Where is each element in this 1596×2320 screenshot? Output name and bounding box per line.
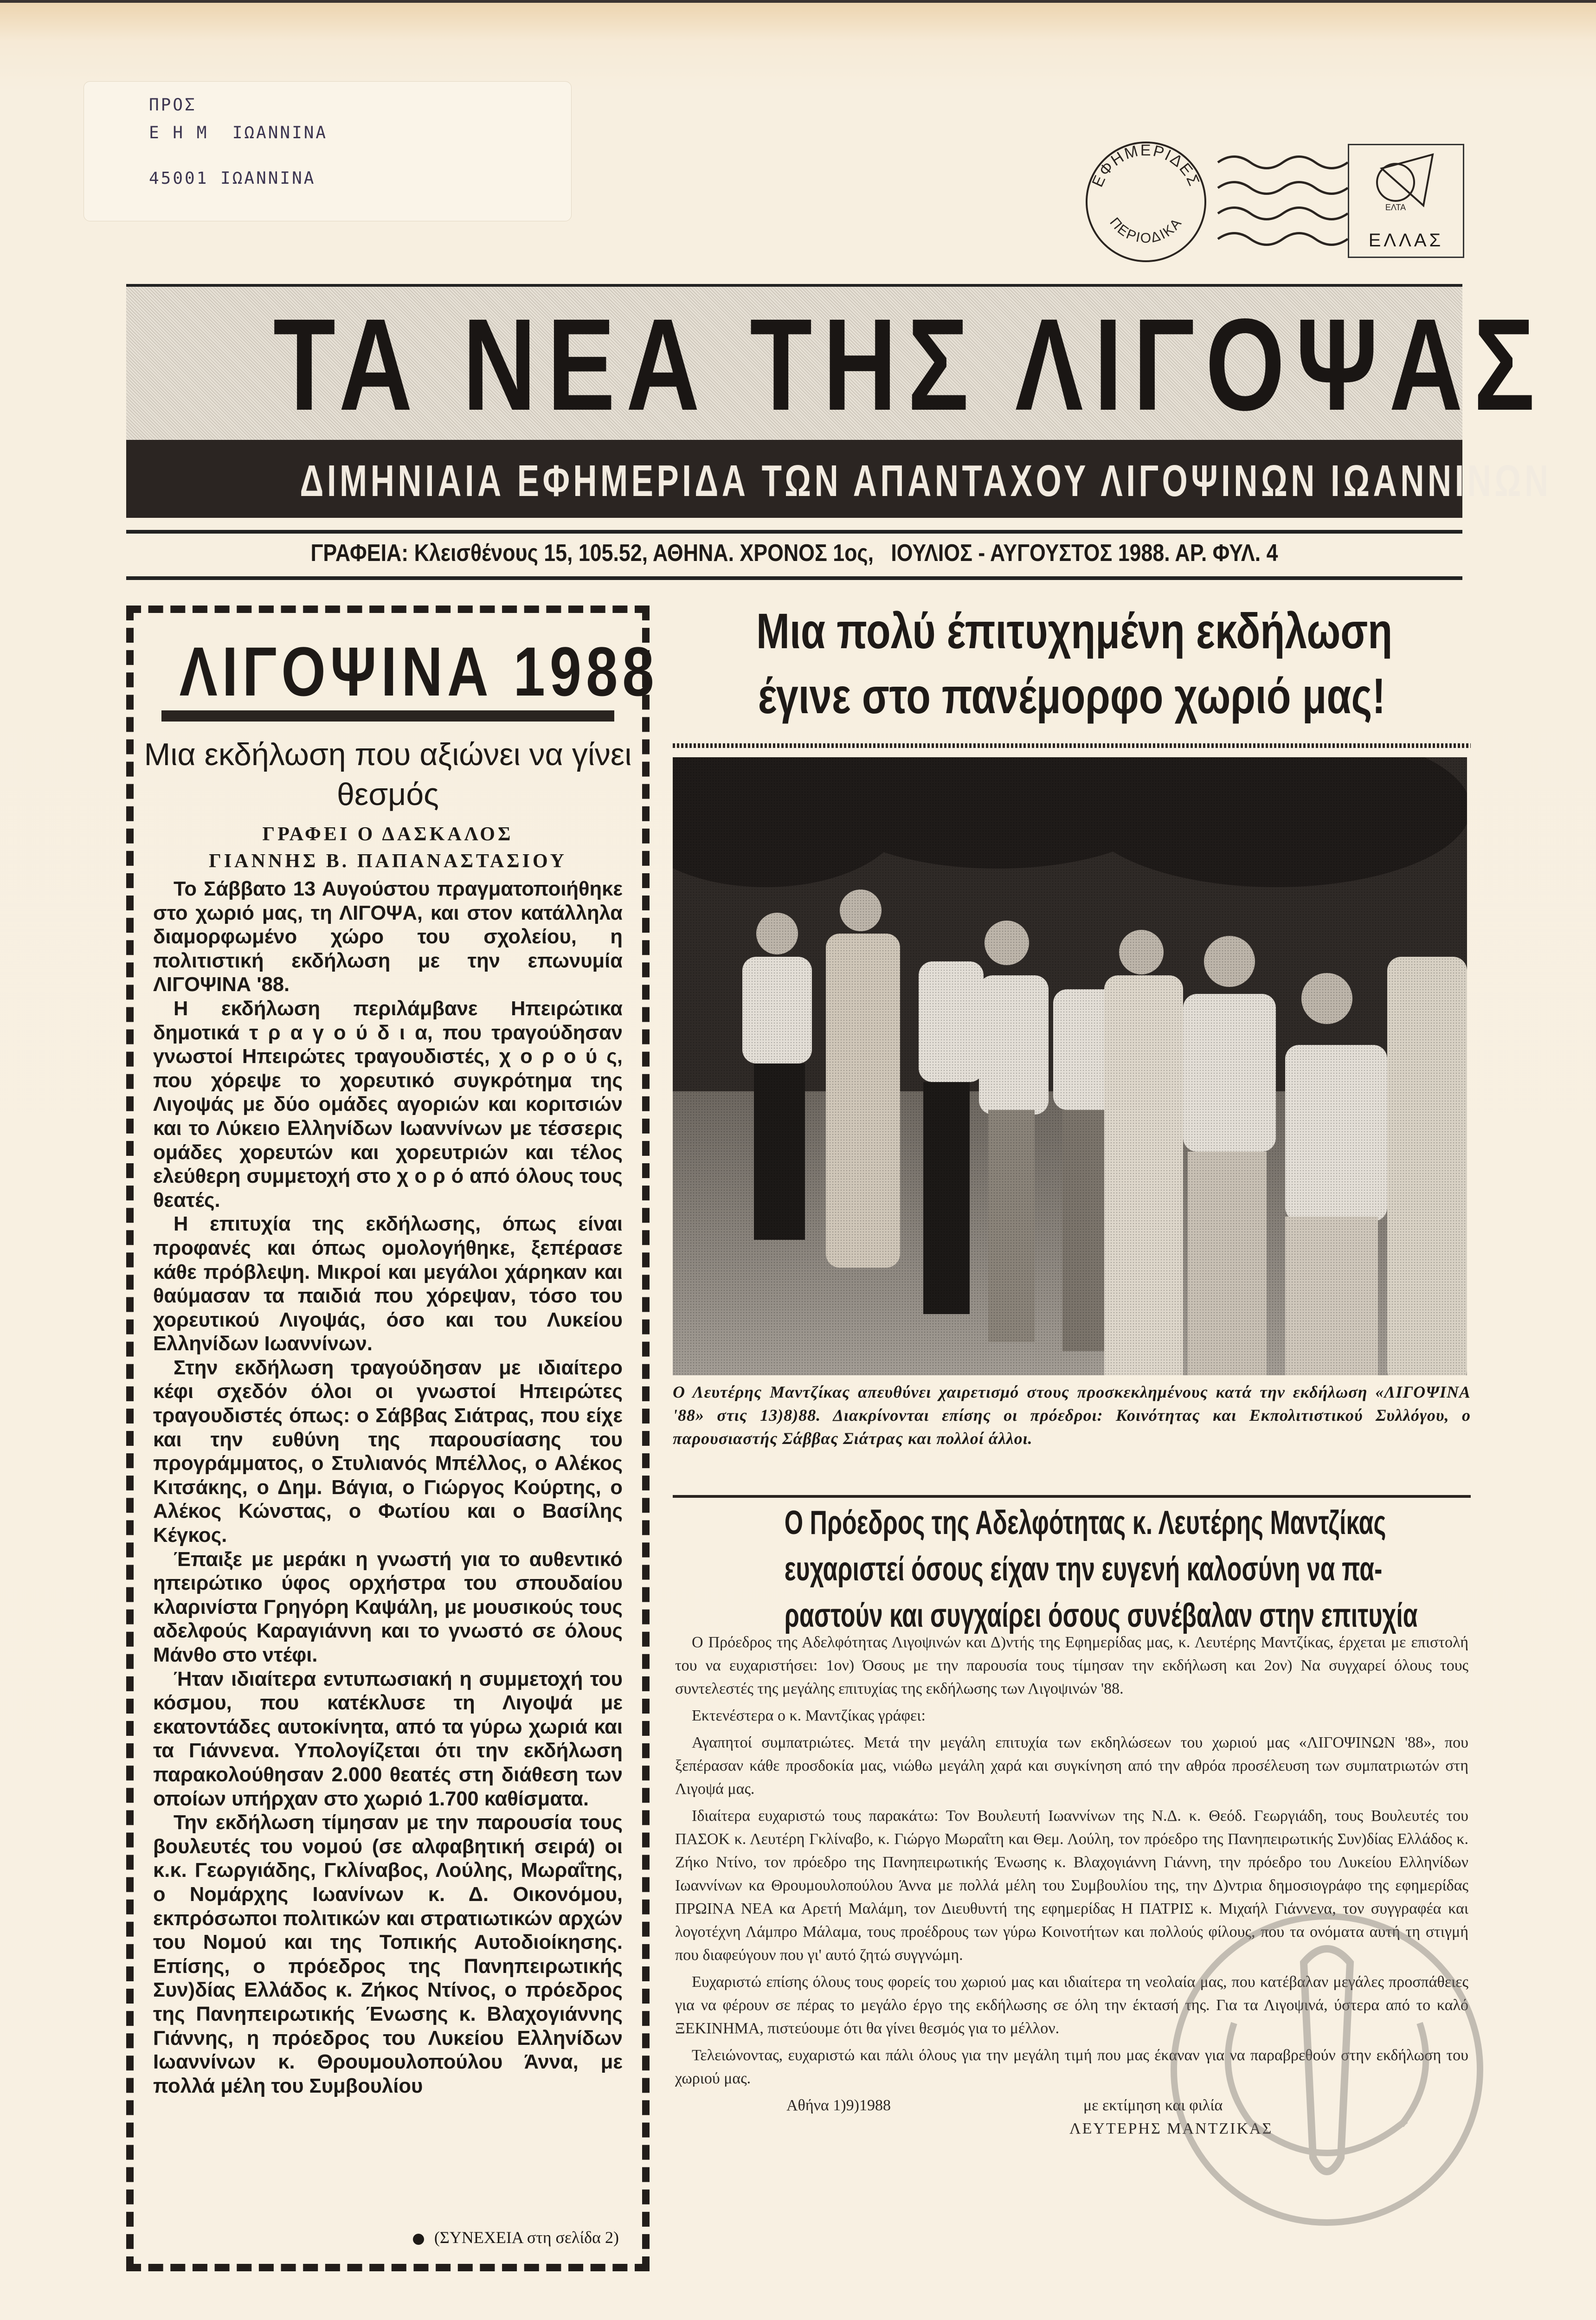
address-line-1: ΠΡΟΣ [149, 96, 197, 115]
postmark-circle-icon [1083, 139, 1209, 264]
paragraph: Το Σάββατο 13 Αυγούστου πραγματοποιήθηκε στο χωριό μας, τη ΛΙΓΟΨΑ, και στον κατάλληλα διαμορφωμένο χώρο του σχολείου, η πολιτιστική εκδήλωση με την επωνυμία ΛΙΓΟΨΙΝΑ '88. [153, 878, 623, 996]
continued-text: (ΣΥΝΕΧΕΙΑ στη σελίδα 2) [434, 2228, 619, 2247]
stamp-logo-text: ΕΛΤΑ [1385, 203, 1406, 212]
event-photo [673, 757, 1467, 1375]
dotted-rule [673, 743, 1471, 748]
continued-note [413, 2228, 619, 2247]
paragraph: Στην εκδήλωση τραγούδησαν με ιδιαίτερο κέφι σχεδόν όλοι οι γνωστοί Ηπειρώτες τραγουδιστές όπως: ο Σάββας Σιάτρας, που είχε και την ευθύνη της παρουσίασης του προγράμματος, ο Στυλιανός Μπέλλος, ο Αλέκος Κιτσάκης, ο Δημ. Βάγια, ο Γιώργος Κούρτης, ο Αλέκος Κώνστας, ο Φωτίου και ο Βασίλης Κέγκος. [153, 1356, 623, 1547]
newspaper-title: ΤΑ ΝΕΑ ΤΗΣ ΛΙΓΟΨΑΣ [273, 291, 1546, 438]
letter-signature: ΛΕΥΤΕΡΗΣ ΜΑΝΤΖΙΚΑΣ [1069, 2120, 1273, 2137]
scan-edge-top [0, 0, 1596, 3]
svg-text:ΠΕΡΙΟΔΙΚΑ [1107, 215, 1185, 246]
paragraph: Ιδιαίτερα ευχαριστώ τους παρακάτω: Τον Βουλευτή Ιωαννίνων της Ν.Δ. κ. Θεόδ. Γεωργιάδη, τους Βουλευτές του ΠΑΣΟΚ κ. Λευτέρη Γκλίναβο, κ. Γιώργο Μωραΐτη και Θεμ. Λούλη, τον πρόεδρο της Πανηπειρωτικής Συν)δίας Ελλάδος κ. Ζήκο Ντίνο, τον πρόεδρο της Πανηπειρωτικής Ένωσης κ. Βλαχογιάννη Γιάννη, την πρόεδρο του Λυκείου Ελληνίδων Ιωαννίνων κα Θρουμουλοπούλου Άννα με πολλά μέλη του Συμβουλίου της, την Δ)ντρια δημοσιογράφο της εφημερίδας ΠΡΩΙΝΑ ΝΕΑ κα Αρετή Μαλάμη, τον Διευθυντή της εφημερίδας Η ΠΑΤΡΙΣ κ. Μιχαήλ Γιάννενα, τον συγγραφέα και λογοτέχνη Λάμπρο Μάλαμα, τους προέδρους των γύρω Κοινοτήτων και πολλούς φίλους, που τα ονόματα αυτή τη στιγμή που διαφεύγουν που γι' αυτό ζητώ συγγνώμη. [675, 1807, 1468, 1964]
postmark-bottom-text: ΠΕΡΙΟΔΙΚΑ [1107, 214, 1185, 246]
byline-line-1: ΓΡΑΦΕΙ Ο ΔΑΣΚΑΛΟΣ [262, 824, 514, 845]
postage-stamp [1348, 144, 1464, 258]
paragraph: Εκτενέστερα ο κ. Μαντζίκας γράφει: [692, 1707, 926, 1724]
issue-info-bar [126, 530, 1462, 580]
left-article-byline [143, 821, 633, 875]
masthead-title-band [126, 287, 1546, 440]
letter-headline-line-1: Ο Πρόεδρος της Αδελφότητας κ. Λευτέρης Μαντζίκας [784, 1504, 1386, 1541]
paragraph: Έπαιξε με μεράκι η γνωστή για το αυθεντικό ηπειρώτικο ύφος ορχήστρα του σπουδαίου κλαρινίστα Γρηγόρη Καψάλη, με μουσικούς τους αδελφούς Καραγιάννη και το γνωστό σε όλους Μάνθο στο ντέφι. [153, 1548, 623, 1666]
letter-headline-line-2: ευχαριστεί όσους είχαν την ευγενή καλοσύνη να πα- [784, 1551, 1383, 1588]
photo-caption: Ο Λευτέρης Μαντζίκας απευθύνει χαιρετισμό στους προσκεκλημένους κατά την εκδήλωση «ΛΙΓΟΨΙΝΑ '88» στις 13)8)88. Διακρίνονται επίσης οι πρόεδροι: Κοινότητας και Εκπολιτιστικού Συλλόγου, ο παρουσιαστής Σάββας Σιάτρας και πολλοί άλλοι. [673, 1383, 1471, 1448]
letter-signature-block [675, 2094, 1468, 2145]
address-line-3: 45001 ΙΩΑΝΝΙΝΑ [149, 169, 316, 188]
left-article-box [126, 606, 659, 2271]
issue-info-text: ΓΡΑΦΕΙΑ: Κλεισθένους 15, 105.52, ΑΘΗΝΑ. ΧΡΟΝΟΣ 1ος, ΙΟΥΛΙΟΣ - ΑΥΓΟΥΣΤΟΣ 1988. ΑΡ. ΦΥΛ. 4 [310, 540, 1278, 567]
address-line-2: Ε Η Μ ΙΩΑΝΝΙΝΑ [149, 123, 328, 142]
letter-article-headline [673, 1500, 1471, 1639]
letter-headline-line-3: ραστούν και συγχαίρει όσους συνέβαλαν στην επιτυχία [784, 1597, 1418, 1634]
address-label [84, 81, 572, 221]
headline-rule [161, 710, 614, 722]
paragraph: Την εκδήλωση τίμησαν με την παρουσία τους βουλευτές του νομού (σε αλφαβητική σειρά) οι κ.κ. Γεωργιάδης, Γκλίναβος, Λούλης, Μωραΐτης, ο Νομάρχης Ιωανίνων κ. Δ. Οικονόμου, εκπρόσωποι πολιτικών και στρατιωτικών αρχών του Νομού και της Τοπικής Αυτοδιοίκησης. Επίσης, ο πρόεδρος της Πανηπειρωτικής Συν)δίας Ελλάδος κ. Ζήκος Ντίνος, ο πρόεδρος της Πανηπειρωτικής Ένωσης κ. Βλαχογιάννης Γιάννης, η πρόεδρος του Λυκείου Ελληνίδων Ιωαννίνων κ. Θρουμουλοπούλου Άννα, με πολλά μέλη του Συμβουλίου [153, 1811, 623, 2097]
masthead [126, 284, 1552, 520]
postmark-top-text: ΕΦΗΜΕΡΙΔΕΣ [1088, 141, 1203, 190]
stamp-country-label: ΕΛΛΑΣ [1368, 230, 1444, 251]
paragraph: Ο Πρόεδρος της Αδελφότητας Λιγοψινών και Δ)ντής της Εφημερίδας μας, κ. Λευτέρης Μαντζίκας, έρχεται με επιστολή του να ευχαριστήσει: 1ον) Όσους με την παρουσία τους τίμησαν την εκδήλωση και 2ον) Να συγχαρεί όλους τους συντελεστές της μεγάλης επιτυχίας της εκδήλωσης των Λιγοψινών '88. [675, 1634, 1468, 1697]
right-article-headline [677, 599, 1466, 728]
paragraph: Αγαπητοί συμπατριώτες. Μετά την μεγάλη επιτυχία των εκδηλώσεων του χωριού μας «ΛΙΓΟΨΙΝΩΝ '88», που ξεπέρασαν κάθε προσδοκία μας, νιώθω μεγάλη χαρά και συγκίνηση από την αθρόα προσέλευση των συμπατριωτών στη Λιγοψά μας. [675, 1734, 1468, 1798]
headline-line-1: Μια πολύ έπιτυχημένη εκδήλωση [756, 603, 1393, 659]
post-horn-icon [1368, 150, 1442, 219]
postmark-wavy-lines-icon [1216, 153, 1350, 255]
left-article-subheadline: Μια εκδήλωση που αξιώνει να γίνει θεσμός [144, 737, 632, 812]
section-rule [673, 1495, 1471, 1498]
paragraph: Τελειώνοντας, ευχαριστώ και πάλι όλους για την μεγάλη τιμή που μας έκαναν για να παραβρεθούν στην εκδήλωση του χωριού μας. [675, 2047, 1468, 2087]
letter-date: Αθήνα 1)9)1988 [786, 2097, 891, 2114]
left-article-body [153, 877, 623, 2098]
paragraph: Η επιτυχία της εκδήλωσης, όπως είναι προφανές και όπως ομολογήθηκε, ξεπέρασε κάθε πρόβλεψη. Μικροί και μεγάλοι χάρηκαν και θαύμασαν τα παιδιά που χόρεψαν, τόσο του χορευτικού Λιγοψάς, όσο και του Λυκείου Ελληνίδων Ιωαννίνων. [153, 1213, 623, 1355]
byline-line-2: ΓΙΑΝΝΗΣ Β. ΠΑΠΑΝΑΣΤΑΣΙΟΥ [209, 851, 567, 872]
svg-text:ΕΦΗΜΕΡΙΔΕΣ [1088, 142, 1203, 190]
letter-article-body [675, 1631, 1468, 2145]
newspaper-subtitle: ΔΙΜΗΝΙΑΙΑ ΕΦΗΜΕΡΙΔΑ ΤΩΝ ΑΠΑΝΤΑΧΟΥ ΛΙΓΟΨΙΝΩΝ ΙΩΑΝΝΙΝΩΝ [300, 456, 1552, 506]
paragraph: Η εκδήλωση περιλάμβανε Ηπειρώτικα δημοτικά τ ρ α γ ο ύ δ ι α, που τραγούδησαν γνωστοί Ηπειρώτες τραγουδιστές, χ ο ρ ο ύ ς, που χόρεψε το χορευτικό συγκρότημα της Λιγοψάς με δύο ομάδες αγοριών και κοριτσιών και το Λύκειο Ελληνίδων Ιωαννίνων με τέσσερις ομάδες χορευτών και χορευτριών και τέλος ελεύθερη συμμετοχή στο χ ο ρ ό από όλους τους θεατές. [153, 997, 623, 1212]
masthead-subtitle-band [126, 440, 1552, 518]
paragraph: Ήταν ιδιαίτερα εντυπωσιακή η συμμετοχή του κόσμου, που κατέκλυσε τη Λιγοψά με εκατοντάδες αυτοκίνητα, από τα γύρω χωριά και τα Γιάννενα. Υπολογίζεται ότι την εκδήλωση παρακολούθησαν 2.000 θεατές στη διάθεση των οποίων υπήρχαν στο χωριό 1.700 καθίσματα. [153, 1668, 623, 1810]
left-article-headline: ΛΙΓΟΨΙΝΑ 1988 [179, 632, 659, 710]
letter-closing: με εκτίμηση και φιλία [1083, 2097, 1223, 2114]
bullet-icon [413, 2234, 424, 2245]
paragraph: Ευχαριστώ επίσης όλους τους φορείς του χωριού μας και ιδιαίτερα τη νεολαία μας, που κατέβαλαν μεγάλες προσπάθειες για να φέρουν σε πέρας το μεγάλο έργο της εκδήλωσης σε όλη την έκτασή της. Για τα Λιγοψινά, ύστερα από το καλό ΞΕΚΙΝΗΜΑ, πιστεύουμε ότι θα γίνει θεσμός για το μέλλον. [675, 1973, 1468, 2037]
headline-line-2: έγινε στο πανέμορφο χωριό μας! [758, 668, 1386, 724]
